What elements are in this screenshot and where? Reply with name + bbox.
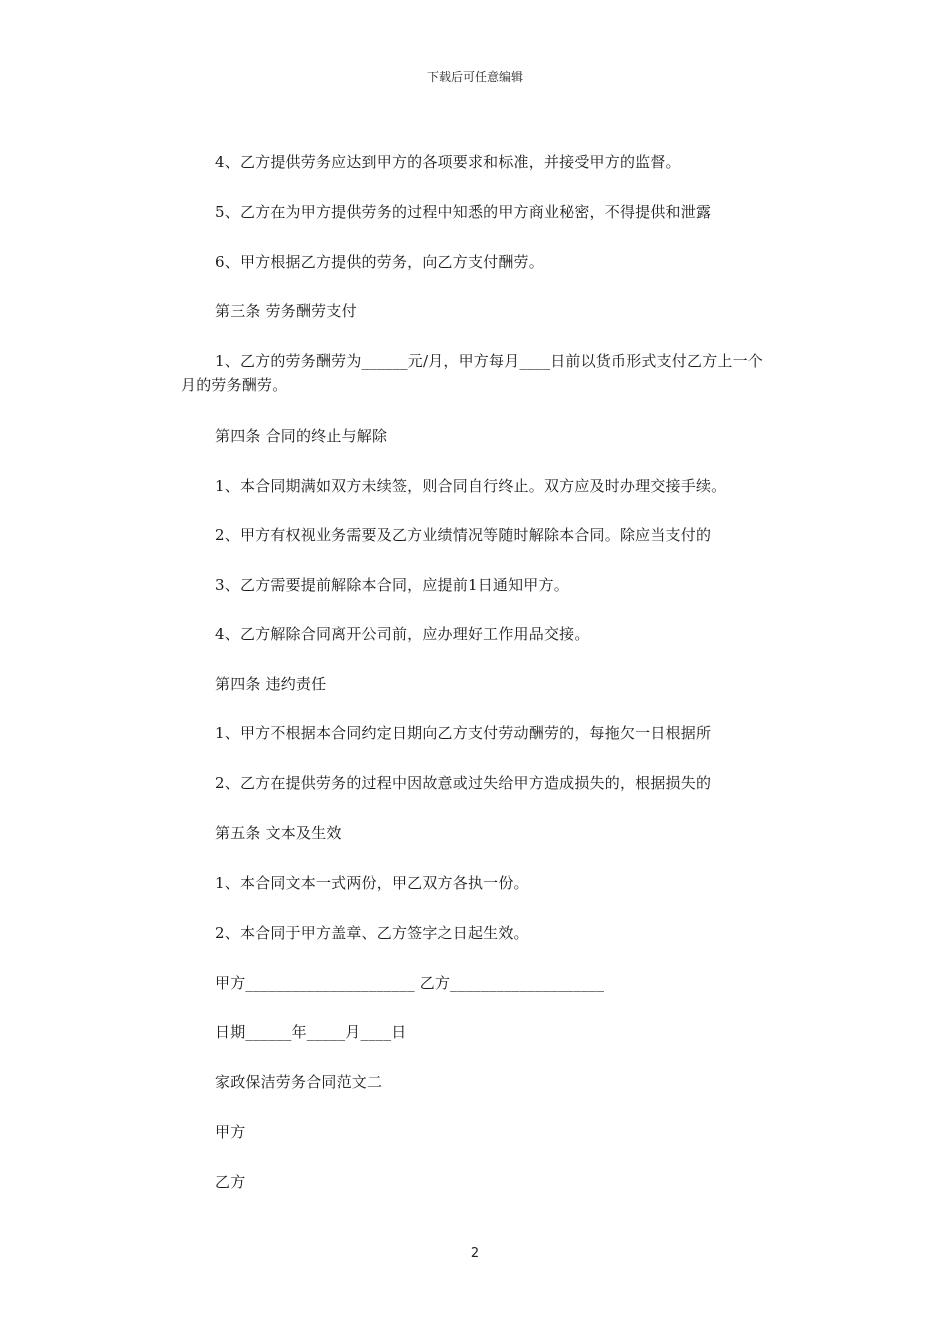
page-header: 下载后可任意编辑 [426,70,523,84]
paragraph: 1、甲方不根据本合同约定日期向乙方支付劳动酬劳的，每拖欠一日根据所 [215,724,712,742]
paragraph: 1、本合同文本一式两份，甲乙双方各执一份。 [215,874,529,892]
page-number: 2 [470,1246,480,1261]
signature-line: 甲方______________________ 乙方____________________ [215,974,605,992]
paragraph: 4、乙方提供劳务应达到甲方的各项要求和标准，并接受甲方的监督。 [215,153,681,171]
section-heading: 第四条 合同的终止与解除 [215,427,388,445]
section-title: 家政保洁劳务合同范文二 [215,1073,383,1091]
paragraph: 1、乙方的劳务酬劳为______元/月，甲方每月____日前以货币形式支付乙方上一个月的劳务酬劳。 [181,352,764,394]
paragraph: 5、乙方在为甲方提供劳务的过程中知悉的甲方商业秘密，不得提供和泄露 [215,203,712,221]
paragraph: 2、乙方在提供劳务的过程中因故意或过失给甲方造成损失的，根据损失的 [215,774,712,792]
party-a-label: 甲方 [215,1123,246,1141]
paragraph: 2、本合同于甲方盖章、乙方签字之日起生效。 [215,924,529,942]
section-heading: 第三条 劳务酬劳支付 [215,302,357,320]
paragraph: 3、乙方需要提前解除本合同，应提前1日通知甲方。 [215,576,569,594]
date-line: 日期______年_____月____日 [215,1023,407,1041]
paragraph: 1、本合同期满如双方未续签，则合同自行终止。双方应及时办理交接手续。 [215,477,727,495]
party-b-label: 乙方 [215,1173,246,1191]
section-heading: 第四条 违约责任 [215,675,327,693]
section-heading: 第五条 文本及生效 [215,824,342,842]
paragraph: 4、乙方解除合同离开公司前，应办理好工作用品交接。 [215,625,590,643]
paragraph: 2、甲方有权视业务需要及乙方业绩情况等随时解除本合同。除应当支付的 [215,526,712,544]
paragraph: 6、甲方根据乙方提供的劳务，向乙方支付酬劳。 [215,253,544,271]
